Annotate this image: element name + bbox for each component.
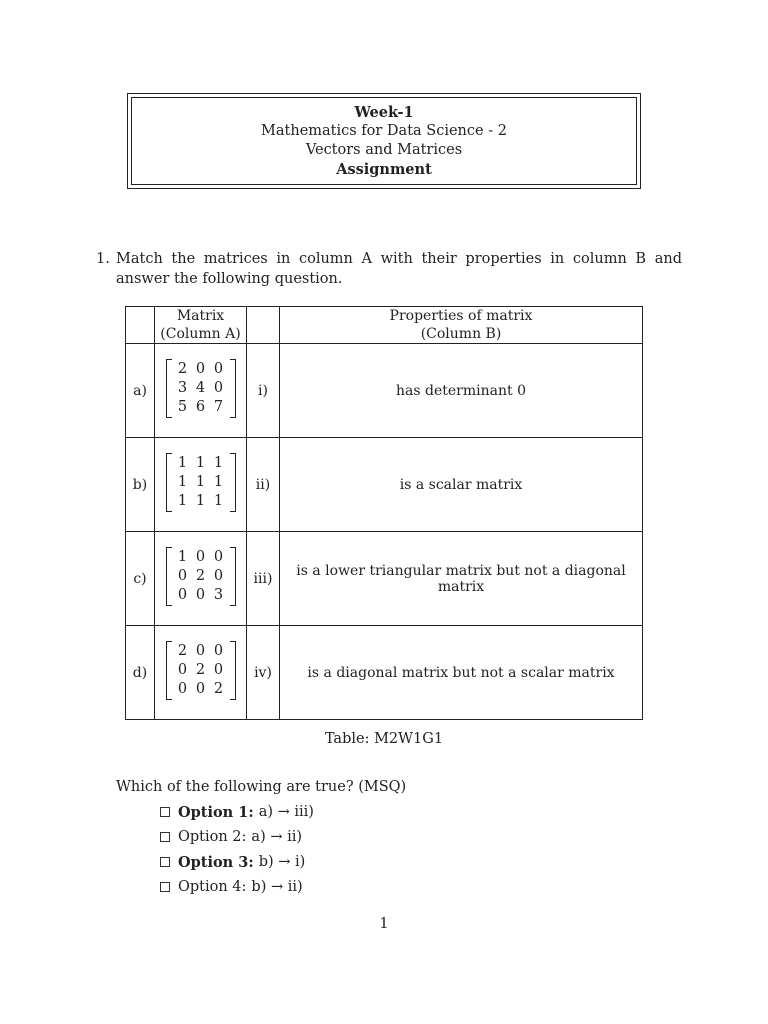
option-checkbox[interactable] [160,832,170,842]
matrix-row [174,398,228,417]
matrix-rows [172,641,230,700]
table-row [126,438,643,532]
matrix-entry: 1 [177,474,188,490]
matrix-entry: 0 [195,549,206,565]
matrix-entry: 1 [195,474,206,490]
matrix-entry: 0 [177,587,188,603]
header-matrix-line-2: (Column A) [160,326,241,342]
matrix-row [174,567,228,586]
msq-prompt: Which of the following are true? (MSQ) [116,779,407,795]
matrix-rows [172,453,230,512]
matrix-entry: 0 [195,681,206,697]
matrix-row [174,360,228,379]
matrix-row [174,454,228,473]
row-matrix [155,344,247,438]
matrix-row [174,379,228,398]
row-property: is a lower triangular matrix but not a diagonal matrix [280,532,643,626]
matrix-entry: 1 [177,549,188,565]
matrix-row [174,473,228,492]
matrix-row [174,642,228,661]
row-property: has determinant 0 [280,344,643,438]
matrix-entry: 4 [195,380,206,396]
matrix-entry: 0 [177,662,188,678]
option-checkbox[interactable] [160,807,170,817]
matrix-entry: 1 [213,455,224,471]
matrix [166,359,236,418]
row-roman: ii) [247,438,280,532]
matrix-rows [172,359,230,418]
option-label: Option 4: [178,879,247,895]
question-1 [96,250,682,289]
option-item[interactable] [160,878,314,903]
matrix [166,547,236,606]
matrix-row [174,548,228,567]
matrix-row [174,492,228,511]
table-row [126,344,643,438]
matrix-entry: 0 [213,380,224,396]
right-bracket [230,641,236,700]
table-row [126,532,643,626]
header-matrix [155,307,247,344]
table-header-row [126,307,643,344]
header-empty-label [126,307,155,344]
page-number: 1 [379,916,389,932]
week-title: Week-1 [354,104,414,121]
matrix-entry: 2 [177,361,188,377]
right-bracket [230,453,236,512]
matrix-entry: 1 [195,455,206,471]
option-checkbox[interactable] [160,882,170,892]
matrix-entry: 1 [177,455,188,471]
table-row [126,626,643,720]
matrix-row [174,586,228,605]
right-bracket [230,547,236,606]
row-label: c) [126,532,155,626]
matrix-entry: 3 [177,380,188,396]
option-checkbox[interactable] [160,857,170,867]
question-text: Match the matrices in column A with their properties in column B and answer the following question. [116,251,682,287]
matrix-entry: 1 [213,474,224,490]
matrix-entry: 1 [195,493,206,509]
row-property: is a diagonal matrix but not a scalar matrix [280,626,643,720]
matrix-entry: 5 [177,399,188,415]
matrix-entry: 2 [195,662,206,678]
row-label: a) [126,344,155,438]
header-properties-line-2: (Column B) [420,326,502,342]
row-roman: iv) [247,626,280,720]
topic-title: Vectors and Matrices [305,142,463,158]
matrix-entry: 0 [213,361,224,377]
matrix-entry: 0 [213,662,224,678]
row-matrix [155,438,247,532]
table-caption: Table: M2W1G1 [324,731,444,747]
matrix-entry: 2 [195,568,206,584]
header-properties-line-1: Properties of matrix [389,308,533,324]
matrix-entry: 0 [195,587,206,603]
matrix-rows [172,547,230,606]
option-label: Option 3: [178,854,254,871]
matrix-entry: 2 [213,681,224,697]
row-roman: iii) [247,532,280,626]
matrix [166,641,236,700]
option-item[interactable] [160,853,314,878]
assignment-title: Assignment [336,161,432,178]
course-title: Mathematics for Data Science - 2 [261,123,507,139]
question-number: 1. [96,251,110,267]
matrix [166,453,236,512]
header-properties [280,307,643,344]
option-label: Option 1: [178,804,254,821]
row-roman: i) [247,344,280,438]
matrix-entry: 0 [195,361,206,377]
matrix-entry: 3 [213,587,224,603]
matrix-entry: 0 [177,681,188,697]
option-text: b) → ii) [251,879,303,895]
option-item[interactable] [160,803,314,828]
row-property: is a scalar matrix [280,438,643,532]
row-matrix [155,626,247,720]
row-label: b) [126,438,155,532]
row-matrix [155,532,247,626]
option-text: b) → i) [258,854,306,870]
option-item[interactable] [160,828,314,853]
matrix-row [174,661,228,680]
matrix-entry: 0 [177,568,188,584]
option-text: a) → iii) [258,804,314,820]
matrix-row [174,680,228,699]
header-matrix-line-1: Matrix [176,308,225,324]
matrix-entry: 2 [177,643,188,659]
title-box-inner [131,97,637,185]
matrix-entry: 0 [195,643,206,659]
title-box [127,93,641,189]
matrix-entry: 0 [213,568,224,584]
option-label: Option 2: [178,829,247,845]
matrix-entry: 1 [177,493,188,509]
matrix-entry: 0 [213,549,224,565]
row-label: d) [126,626,155,720]
matrix-entry: 7 [213,399,224,415]
header-empty-roman [247,307,280,344]
options-list [160,803,314,903]
matrix-entry: 1 [213,493,224,509]
matrix-entry: 6 [195,399,206,415]
matching-table [125,306,643,720]
option-text: a) → ii) [251,829,303,845]
matrix-entry: 0 [213,643,224,659]
right-bracket [230,359,236,418]
